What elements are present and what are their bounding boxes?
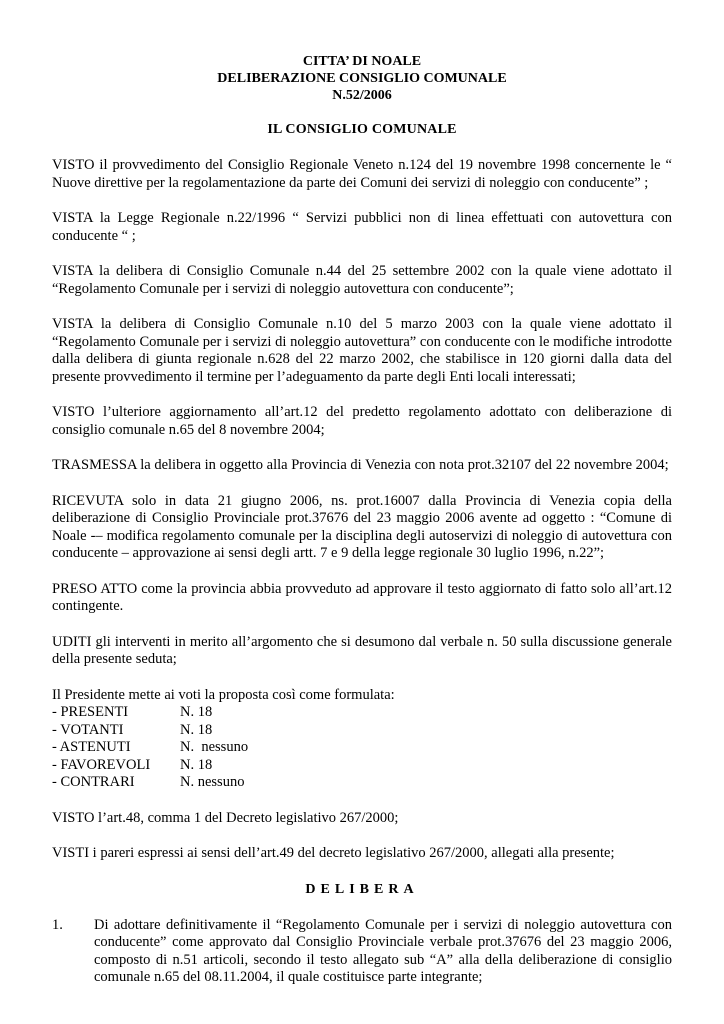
vote-value: N. 18	[180, 756, 213, 773]
delibera-heading: DELIBERA	[305, 881, 419, 897]
header-deliberation-number: N.52/2006	[332, 88, 392, 103]
paragraph: VISTO l’ulteriore aggiornamento all’art.12 del predetto regolamento adottato con deliberazione di consiglio comunale n.65 del 8 novembre 2004;	[52, 404, 672, 438]
paragraph: VISTA la delibera di Consiglio Comunale n.44 del 25 settembre 2002 con la quale viene adottato il “Regolamento Comunale per i servizi di noleggio autovettura con conducente”;	[52, 263, 672, 297]
numbered-item	[52, 917, 672, 987]
vote-label: - VOTANTI	[52, 721, 124, 738]
paragraph: PRESO ATTO come la provincia abbia provveduto ad approvare il testo aggiornato di fatto solo all’art.12 contingente.	[52, 580, 672, 614]
item-text: Di adottare definitivamente il “Regolamento Comunale per i servizi di noleggio autovettura con conducente” come approvato dal Consiglio Provinciale verbale prot.37676 del 23 maggio 2006, composto di n.51 articoli, secondo il testo allegato sub “A” alla della deliberazione di consiglio comunale n.65 del 08.11.2004, il quale costituisce parte integrante;	[94, 916, 672, 985]
vote-value: N. nessuno	[180, 739, 249, 755]
vote-row	[52, 774, 672, 792]
vote-value: N. 18	[180, 704, 213, 720]
item-number: 1.	[52, 916, 63, 933]
paragraph: VISTO il provvedimento del Consiglio Regionale Veneto n.124 del 19 novembre 1998 concernente le “ Nuove direttive per la regolamentazione da parte dei Comuni dei servizi di noleggio con conducente” ;	[52, 157, 672, 191]
vote-table	[52, 704, 672, 792]
paragraph: VISTA la delibera di Consiglio Comunale n.10 del 5 marzo 2003 con la quale viene adottato il “Regolamento Comunale per i servizi di noleggio autovettura” con conducente con le modifiche introdotte dalla delibera di giunta regionale n.628 del 22 marzo 2002, che stabilisce in 120 giorni dalla data del presente provvedimento il termine per l’adeguamento da parte degli Enti locali interessati;	[52, 316, 672, 385]
vote-value: N. nessuno	[180, 774, 245, 790]
council-heading: IL CONSIGLIO COMUNALE	[267, 122, 457, 137]
document-header	[52, 53, 672, 104]
header-city: CITTA’ DI NOALE	[302, 54, 422, 69]
vote-intro: Il Presidente mette ai voti la proposta così come formulata:	[52, 686, 395, 703]
paragraph: UDITI gli interventi in merito all’argomento che si desumono dal verbale n. 50 sulla discussione generale della presente seduta;	[52, 633, 672, 667]
vote-label: - PRESENTI	[52, 704, 129, 720]
vote-label: - CONTRARI	[52, 774, 135, 790]
vote-value: N. 18	[180, 721, 213, 738]
paragraph: VISTO l’art.48, comma 1 del Decreto legislativo 267/2000;	[52, 809, 399, 826]
paragraph: VISTI i pareri espressi ai sensi dell’art.49 del decreto legislativo 267/2000, allegati alla presente;	[52, 845, 615, 861]
vote-row	[52, 722, 672, 740]
paragraph: RICEVUTA solo in data 21 giugno 2006, ns. prot.16007 dalla Provincia di Venezia copia della deliberazione di Consiglio Provinciale prot.37676 del 23 maggio 2006 avente ad oggetto : “Comune di Noale -– modifica regolamento comunale per la disciplina degli autoservizi di noleggio di autovettura con conducente – approvazione ai sensi degli artt. 7 e 9 della legge regionale 30 luglio 1996, n.22”;	[52, 492, 672, 561]
vote-row	[52, 757, 672, 775]
vote-row	[52, 739, 672, 757]
vote-label: - ASTENUTI	[52, 739, 131, 755]
header-deliberation-type: DELIBERAZIONE CONSIGLIO COMUNALE	[217, 71, 507, 86]
paragraph: VISTA la Legge Regionale n.22/1996 “ Servizi pubblici non di linea effettuati con autovettura con conducente “ ;	[52, 210, 672, 244]
vote-row	[52, 704, 672, 722]
vote-label: - FAVOREVOLI	[52, 756, 151, 773]
paragraph: TRASMESSA la delibera in oggetto alla Provincia di Venezia con nota prot.32107 del 22 novembre 2004;	[52, 457, 669, 473]
